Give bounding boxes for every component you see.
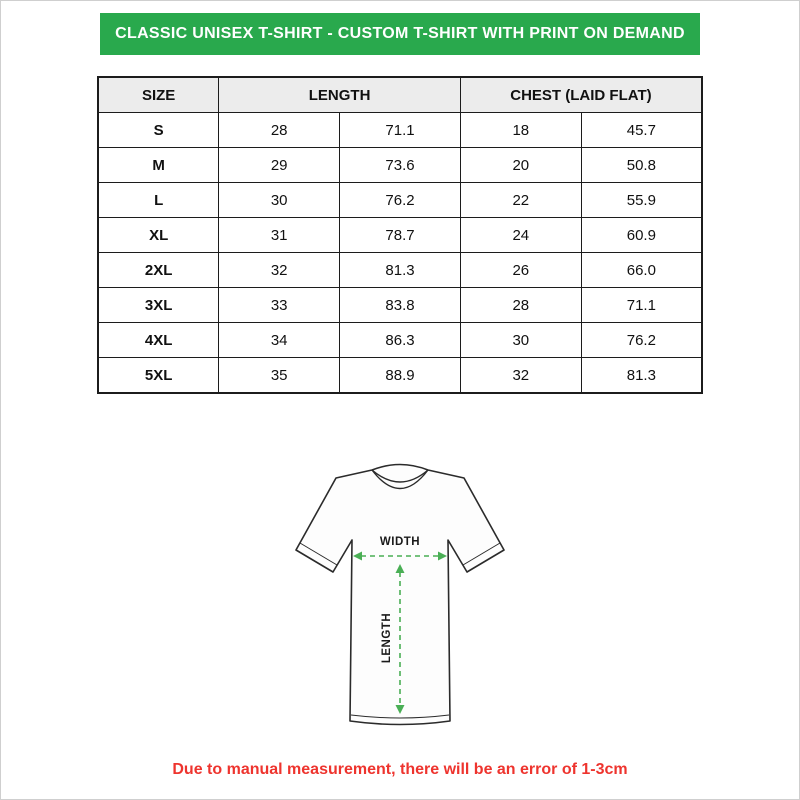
title-banner <box>100 13 700 55</box>
table-row <box>98 183 702 218</box>
chest-cm-cell: 66.0 <box>581 253 702 288</box>
chest-inches-cell: 28 <box>460 288 581 323</box>
length-column-header: LENGTH <box>219 77 461 113</box>
chest-column-header: CHEST (LAID FLAT) <box>460 77 702 113</box>
length-inches-cell: 29 <box>219 148 340 183</box>
length-inches-cell: 33 <box>219 288 340 323</box>
length-cm-cell: 73.6 <box>340 148 461 183</box>
length-inches-cell: 35 <box>219 358 340 394</box>
chest-inches-cell: 24 <box>460 218 581 253</box>
table-row <box>98 358 702 394</box>
chest-inches-cell: 22 <box>460 183 581 218</box>
length-inches-cell: 31 <box>219 218 340 253</box>
chest-inches-cell: 26 <box>460 253 581 288</box>
size-chart-table <box>97 76 703 394</box>
table-row <box>98 113 702 148</box>
chest-inches-cell: 18 <box>460 113 581 148</box>
chest-cm-cell: 50.8 <box>581 148 702 183</box>
size-cell: 5XL <box>98 358 219 394</box>
table-row <box>98 288 702 323</box>
length-label: LENGTH <box>381 612 393 664</box>
table-row <box>98 218 702 253</box>
table-header-row <box>98 77 702 113</box>
length-cm-cell: 78.7 <box>340 218 461 253</box>
table-row <box>98 253 702 288</box>
length-cm-cell: 86.3 <box>340 323 461 358</box>
length-cm-cell: 71.1 <box>340 113 461 148</box>
length-cm-cell: 88.9 <box>340 358 461 394</box>
size-cell: 4XL <box>98 323 219 358</box>
chest-cm-cell: 71.1 <box>581 288 702 323</box>
chest-cm-cell: 55.9 <box>581 183 702 218</box>
size-cell: S <box>98 113 219 148</box>
chest-cm-cell: 76.2 <box>581 323 702 358</box>
chest-inches-cell: 20 <box>460 148 581 183</box>
length-cm-cell: 81.3 <box>340 253 461 288</box>
size-column-header: SIZE <box>98 77 219 113</box>
size-cell: L <box>98 183 219 218</box>
length-cm-cell: 76.2 <box>340 183 461 218</box>
table-row <box>98 148 702 183</box>
size-cell: XL <box>98 218 219 253</box>
chest-cm-cell: 81.3 <box>581 358 702 394</box>
chest-cm-cell: 60.9 <box>581 218 702 253</box>
chest-inches-cell: 30 <box>460 323 581 358</box>
size-cell: 2XL <box>98 253 219 288</box>
chest-inches-cell: 32 <box>460 358 581 394</box>
page-title: CLASSIC UNISEX T-SHIRT - CUSTOM T-SHIRT WITH PRINT ON DEMAND <box>115 25 685 42</box>
tshirt-diagram-svg <box>250 438 550 738</box>
size-cell: 3XL <box>98 288 219 323</box>
length-inches-cell: 30 <box>219 183 340 218</box>
width-label: WIDTH <box>379 536 421 548</box>
length-inches-cell: 28 <box>219 113 340 148</box>
length-inches-cell: 32 <box>219 253 340 288</box>
length-cm-cell: 83.8 <box>340 288 461 323</box>
chest-cm-cell: 45.7 <box>581 113 702 148</box>
length-inches-cell: 34 <box>219 323 340 358</box>
size-cell: M <box>98 148 219 183</box>
table-row <box>98 323 702 358</box>
measurement-disclaimer: Due to manual measurement, there will be an error of 1-3cm <box>172 761 628 778</box>
tshirt-measurement-diagram <box>240 438 560 738</box>
